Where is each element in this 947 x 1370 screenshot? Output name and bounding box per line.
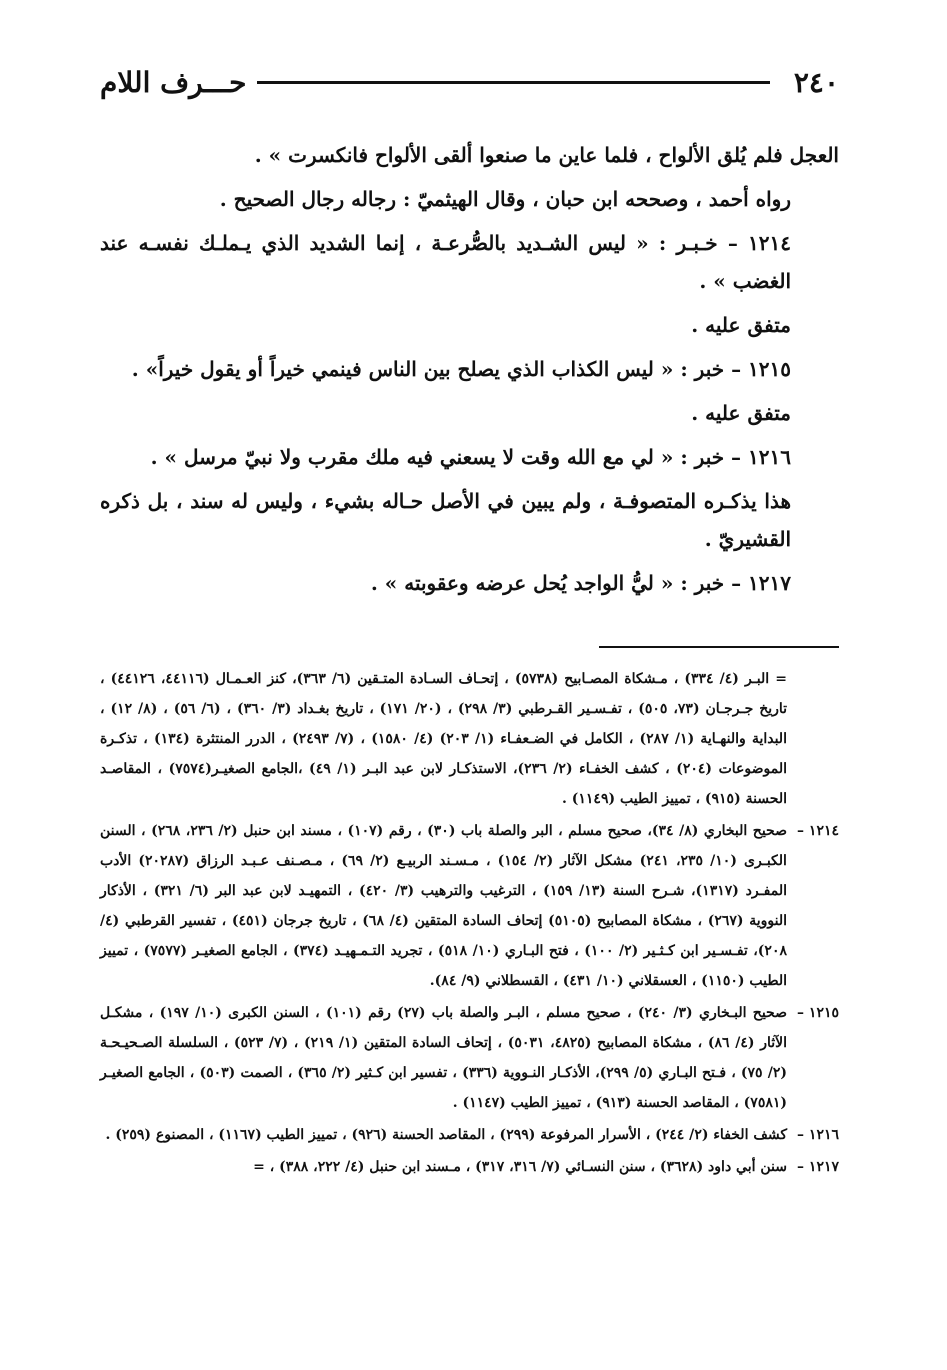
running-title: حـــرف اللام [100, 65, 247, 99]
text-line: متفق عليه . [691, 313, 791, 337]
footnote-number: ١٢١٥ – [797, 1005, 839, 1021]
footnote-divider [599, 646, 839, 648]
footnote-text: سنن أبي داود (٣٦٢٨) ، سنن النسـائي (٧/ ٣١٦، ٣١٧) ، مـسند ابن حنبل (٤/ ٢٢٢، ٣٨٨) ، = [253, 1159, 787, 1175]
main-text [100, 136, 839, 602]
footnote [100, 1120, 839, 1150]
footnote-number: ١٢١٤ – [797, 823, 839, 839]
footnote-number: ١٢١٧ – [797, 1159, 839, 1175]
hadith-1214: ١٢١٤ – خـبـر : « ليس الشـديد بالصُّرعـة ، إنما الشديد الذي يـملـك نفسـه عند الغضب » . [100, 231, 791, 293]
page-header [100, 58, 839, 106]
footnote [100, 1152, 839, 1182]
footnote-text: كشف الخفاء (٢/ ٢٤٤) ، الأسرار المرفوعة (٢٩٩) ، المقاصد الحسنة (٩٢٦) ، تمييز الطيب (١١٦٧) ، المصنوع (٢٥٩) . [105, 1127, 787, 1143]
page-number: ٢٤٠ [793, 65, 839, 99]
text-line: رواه أحمد ، وصححه ابن حبان ، وقال الهيثميّ : رجاله رجال الصحيح . [219, 187, 791, 211]
footnote [100, 816, 839, 996]
footnote-number: ١٢١٦ – [797, 1127, 839, 1143]
hadith-1217: ١٢١٧ – خبر : « ليُّ الواجد يُحل عرضه وعقوبته » . [370, 571, 791, 595]
hadith-1215: ١٢١٥ – خبر : « ليس الكذاب الذي يصلح بين الناس فينمي خيراً أو يقول خيراً» . [131, 357, 791, 381]
footnote-text: صحيح البخاري (٨/ ٣٤)، صحيح مسلم ، البر والصلة باب (٣٠) ، رقم (١٠٧) ، مسند ابن حنبل (٢/ ٢٣٦، ٢٦٨) ، السنن الكبـرى (١٠/ ٢٣٥، ٢٤١) مشكل الآثار (٢/ ١٥٤) ، مـسـند الربيـع (٢/ ٦٩) ، مـصـنف عـبـد الرزاق (٢٠٢٨٧) الأدب المفـرد (١٣١٧)، شـرح السنة (١٣/ ١٥٩) ، الترغيب والترهيب (٣/ ٤٢٠) ، التمهيـد لابن عبد البر (٦/ ٣٢١) ، الأذكار النووية (٢٦٧) ، مشكاة المصابيح (٥١٠٥) إتحاف السادة المتقين (٤/ ٦٨) ، تاريخ جرجان (٤٥١) ، تفسير القرطبي (٤/ ٢٠٨)، تفـسـير ابن كـثـير (٢/ ١٠٠) ، فتح البـاري (١٠/ ٥١٨) ، تجريد التـمـهيـد (٣٧٤) ، الجامع الصغيـر (٧٥٧٧) ، تمييز الطيب (١١٥٠) ، العسقلاني (١٠/ ٤٣١) ، القسطلاني (٩/ ٨٤). [100, 823, 787, 989]
text-line: هذا يذكـره المتصوفـة ، ولم يبين في الأصل حـاله بشيء ، وليس له سند ، بل ذكره القشيريّ . [100, 489, 791, 551]
footnote [100, 998, 839, 1118]
footnote-text: = البـر (٤/ ٣٣٤) ، مـشكاة المصـابيح (٥٧٣٨) ، إتحـاف السـادة المتـقين (٦/ ٣٦٣)، كنز العـمـال (٤٤١١٦، ٤٤١٢٦) ، تاريخ جـرجـان (٧٣، ٥٠٥) ، تفـسـير القـرطبي (٣/ ٢٩٨) ، (٢٠/ ١٧١) ، تاريخ بغـداد (٣/ ٣٦٠) ، (٦/ ٥٦) ، (٨/ ١٢) ، البداية والنهـاية (١/ ٢٨٧) ، الكامل في الضـعفـاء (١/ ٢٠٣) (٤/ ١٥٨٠) ، (٧/ ٢٤٩٣) ، الدرر المنتثرة (١٣٤) ، تذكـرة الموضوعات (٢٠٤) ، كشف الخفـاء (٢/ ٢٣٦)، الاستذكـار لابن عبد البـر (١/ ٤٩) ،الجامع الصغيـر(٧٥٧٤) ، المقاصـد الحسنة (٩١٥) ، تمييز الطيب (١١٤٩) . [100, 671, 788, 807]
footnote-text: صحيح البـخاري (٣/ ٢٤٠) ، صحيح مسلم ، البـر والصلة باب (٢٧) رقم (١٠١) ، السنن الكبرى (١٠/ ١٩٧) ، مشكـل الآثار (٤/ ٨٦) ، مشكاة المصابيح (٤٨٢٥، ٥٠٣١) ، إتحاف السادة المتقين (١/ ٢١٩) ، (٧/ ٥٢٣) ، السلسلة الصـحيـحـة (٢/ ٧٥) ، فـتح البـاري (٥/ ٢٩٩)، الأذكـار النـووية (٣٣٦) ، تفسير ابن كـثير (٢/ ٣٦٥) ، الصمت (٥٠٣) ، الجامع الصغيـر (٧٥٨١) ، المقاصد الحسنة (٩١٣) ، تمييز الطيب (١١٤٧) . [100, 1005, 787, 1111]
text-line: العجل فلم يُلق الألواح ، فلما عاين ما صنعوا ألقى الألواح فانكسرت » . [254, 143, 839, 167]
footnotes [100, 664, 839, 1182]
text-line: متفق عليه . [691, 401, 791, 425]
hadith-1216: ١٢١٦ – خبر : « لي مع الله وقت لا يسعني فيه ملك مقرب ولا نبيّ مرسل » . [150, 445, 791, 469]
header-rule [257, 81, 770, 84]
footnote [100, 664, 839, 814]
